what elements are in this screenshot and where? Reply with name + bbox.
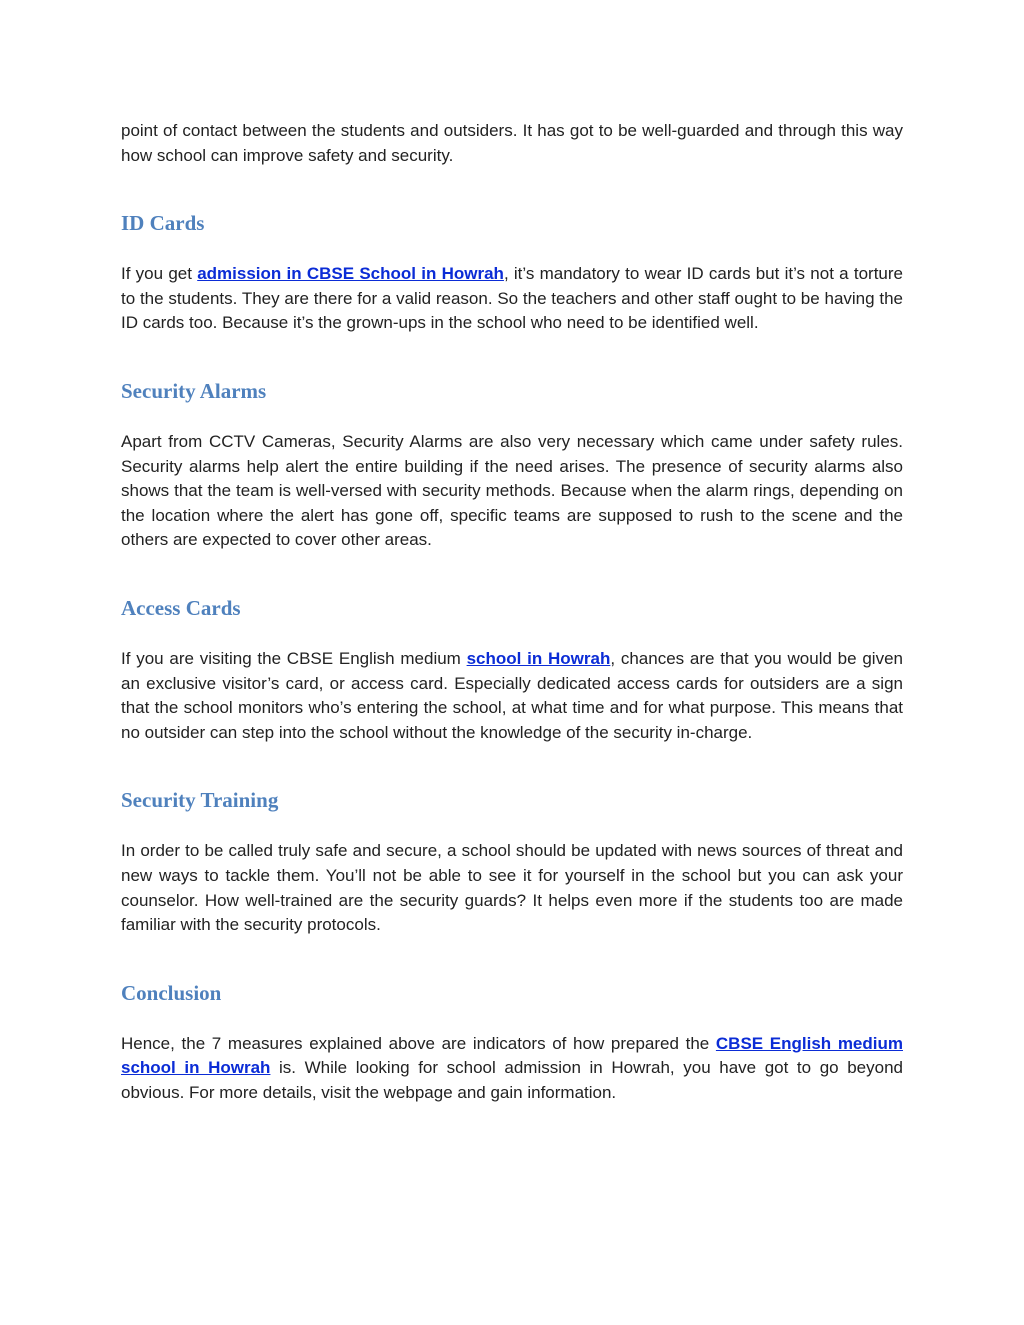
paragraph-text: If you are visiting the CBSE English medium bbox=[121, 648, 467, 668]
paragraph-text: If you get bbox=[121, 264, 198, 284]
link-cbse-english-medium-school-howrah[interactable]: CBSE English medium school in Howrah bbox=[121, 1033, 903, 1078]
heading-security-training: Security Training bbox=[121, 788, 279, 813]
paragraph-access-cards bbox=[121, 647, 903, 745]
intro-paragraph: point of contact between the students and outsiders. It has got to be well-guarded and through this way how school can improve safety and security. bbox=[121, 121, 903, 165]
paragraph-security-alarms: Apart from CCTV Cameras, Security Alarms are also very necessary which came under safety rules. Security alarms help alert the entire building if the need arises. The presence of security alarms also shows that the team is well-versed with security methods. Because when the alarm rings, depending on the location where the alert has gone off, specific teams are supposed to rush to the scene and the others are expected to cover other areas. bbox=[121, 431, 903, 550]
link-school-in-howrah[interactable]: school in Howrah bbox=[466, 648, 611, 668]
paragraph-text: Hence, the 7 measures explained above are indicators of how prepared the bbox=[121, 1033, 716, 1053]
paragraph-text: , it’s mandatory to wear ID cards but it’s not a torture to the students. They are there for a valid reason. So the teachers and other staff ought to be having the ID cards too. Because it’s the grown-ups in the school who need to be identified well. bbox=[121, 264, 903, 333]
heading-security-alarms: Security Alarms bbox=[121, 378, 267, 403]
link-admission-cbse-school-howrah[interactable]: admission in CBSE School in Howrah bbox=[197, 264, 504, 284]
paragraph-id-cards bbox=[121, 262, 903, 336]
paragraph-conclusion bbox=[121, 1032, 903, 1106]
paragraph-text: is. While looking for school admission in Howrah, you have got to go beyond obvious. For more details, visit the webpage and gain information. bbox=[121, 1058, 903, 1102]
document-page bbox=[121, 119, 903, 1105]
heading-id-cards: ID Cards bbox=[121, 211, 205, 236]
paragraph-security-training: In order to be called truly safe and secure, a school should be updated with news sources of threat and new ways to tackle them. You’ll not be able to see it for yourself in the school but you can ask your counselor. How well-trained are the security guards? It helps even more if the students too are made familiar with the security protocols. bbox=[121, 841, 903, 935]
heading-conclusion: Conclusion bbox=[121, 980, 222, 1005]
heading-access-cards: Access Cards bbox=[121, 595, 241, 620]
paragraph-text: , chances are that you would be given an exclusive visitor’s card, or access card. Especially dedicated access cards for outsiders are a sign that the school monitors who’s entering the school, at what time and for what purpose. This means that no outsider can step into the school without the knowledge of the security in-charge. bbox=[121, 648, 903, 742]
